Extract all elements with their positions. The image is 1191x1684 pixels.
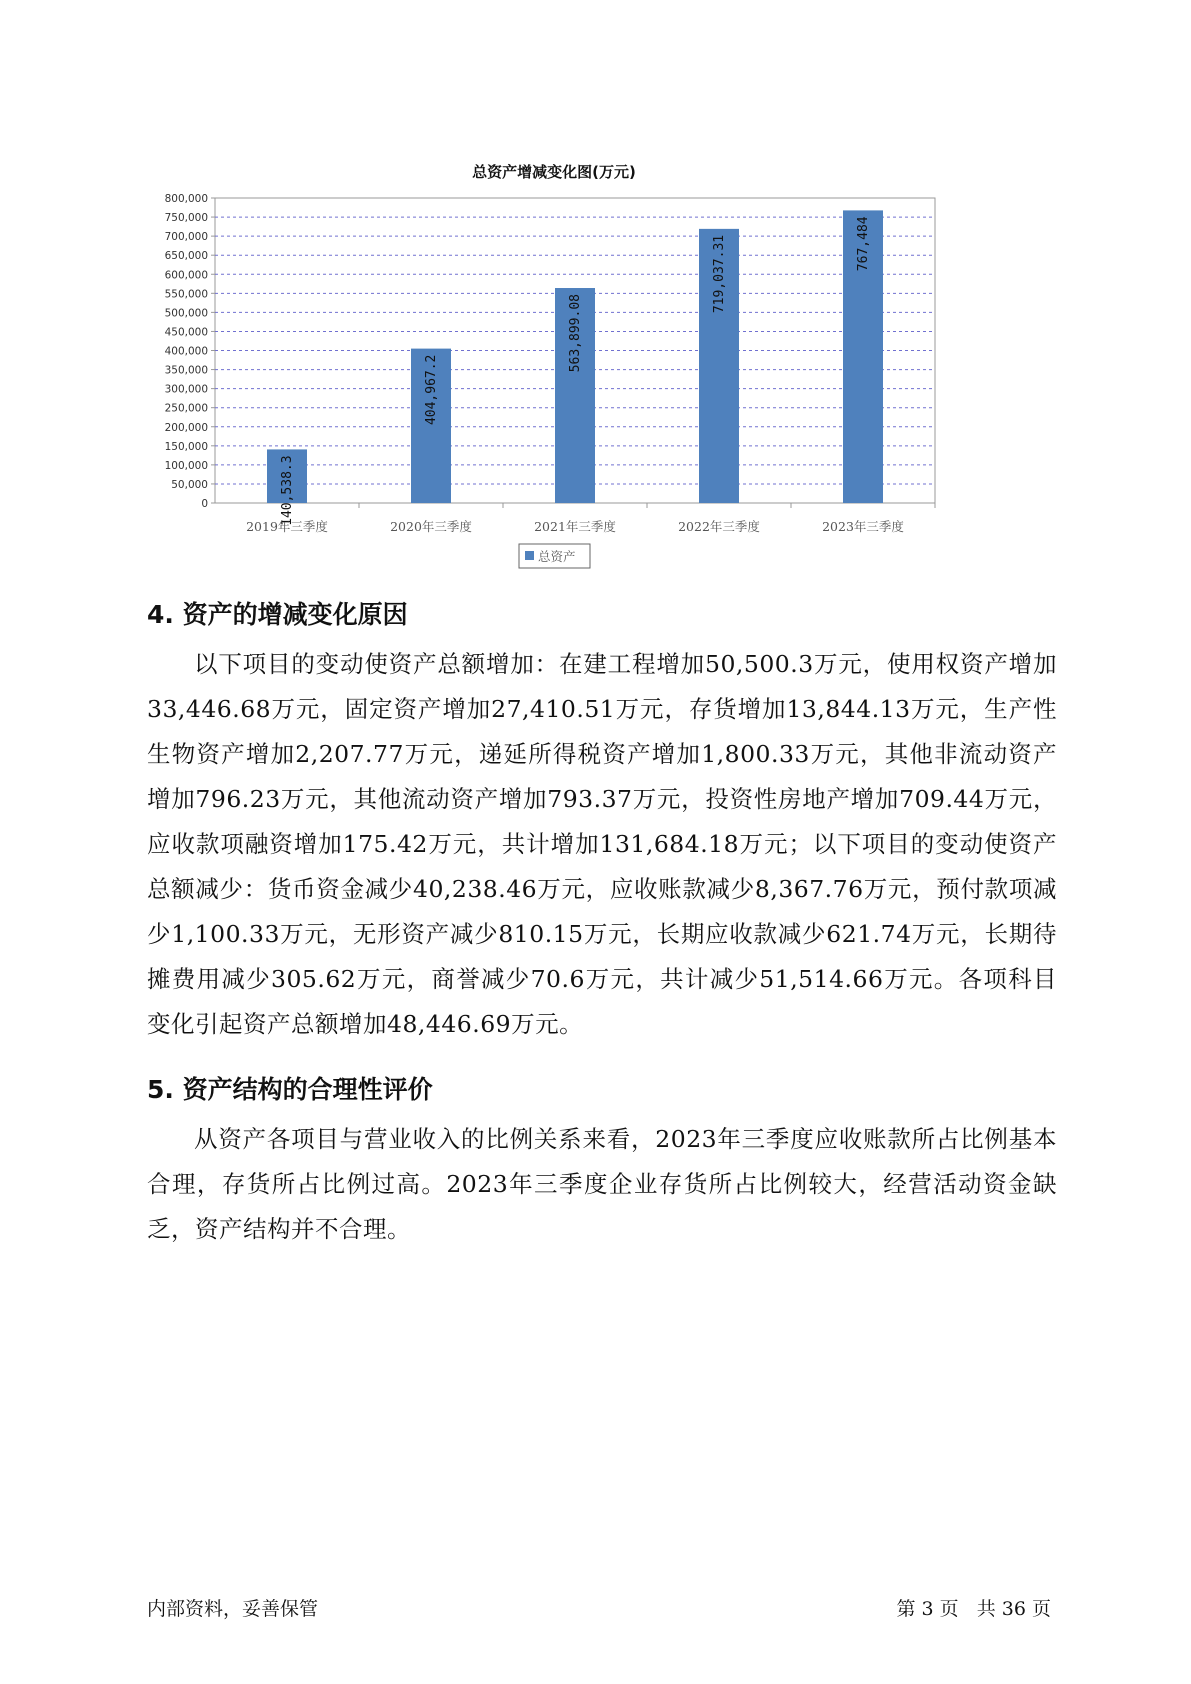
- section-paragraph: 以下项目的变动使资产总额增加：在建工程增加50,500.3万元，使用权资产增加33,446.68万元，固定资产增加27,410.51万元，存货增加13,844.13万元，生产性生物资产增加2,207.77万元，递延所得税资产增加1,800.33万元，其他非流动资产增加796.23万元，其他流动资产增加793.37万元，投资性房地产增加709.44万元，应收款项融资增加175.42万元，共计增加131,684.18万元；以下项目的变动使资产总额减少：货币资金减少40,238.46万元，应收账款减少8,367.76万元，预付款项减少1,100.33万元，无形资产减少810.15万元，长期应收款减少621.74万元，长期待摊费用减少305.62万元，商誉减少70.6万元，共计减少51,514.66万元。各项科目变化引起资产总额增加48,446.69万元。: [147, 650, 1057, 1038]
- y-tick-label: 100,000: [164, 459, 208, 472]
- total-assets-bar-chart: [160, 160, 960, 580]
- y-tick-label: 450,000: [164, 326, 208, 339]
- footer-page-number: 第 3 页 共 36 页: [896, 1598, 1051, 1620]
- legend-label: 总资产: [538, 549, 576, 564]
- y-tick-label: 750,000: [164, 212, 208, 225]
- y-tick-label: 600,000: [164, 269, 208, 282]
- x-category-label: 2020年三季度: [390, 519, 472, 534]
- x-axis-categories: [246, 503, 935, 534]
- chart-title: 总资产增减变化图(万元): [472, 163, 636, 181]
- section-heading: 4. 资产的增减变化原因: [147, 600, 408, 629]
- y-tick-label: 350,000: [164, 364, 208, 377]
- y-tick-label: 0: [201, 498, 208, 510]
- y-tick-label: 200,000: [164, 421, 208, 434]
- x-category-label: 2022年三季度: [678, 519, 760, 534]
- chart-legend: [519, 544, 590, 568]
- x-category-label: 2019年三季度: [246, 519, 328, 534]
- y-tick-label: 800,000: [164, 193, 208, 205]
- x-category-label: 2021年三季度: [534, 519, 616, 534]
- x-category-label: 2023年三季度: [822, 519, 904, 534]
- y-tick-label: 550,000: [164, 288, 208, 301]
- bar-data-label: 140,538.3: [280, 455, 295, 526]
- y-tick-label: 650,000: [164, 250, 208, 263]
- footer-confidential-note: 内部资料，妥善保管: [147, 1598, 319, 1620]
- y-tick-label: 250,000: [164, 402, 208, 415]
- section-asset-change-reasons: [147, 600, 1057, 1047]
- bar-data-label: 767,484: [856, 216, 871, 272]
- bar-data-label: 563,899.08: [568, 294, 583, 373]
- y-tick-label: 500,000: [164, 307, 208, 320]
- bar-data-label: 719,037.31: [712, 234, 727, 314]
- y-tick-label: 150,000: [164, 440, 208, 453]
- section-heading: 5. 资产结构的合理性评价: [147, 1075, 433, 1104]
- legend-swatch: [525, 551, 534, 560]
- y-tick-label: 300,000: [164, 383, 208, 396]
- y-tick-label: 50,000: [171, 478, 208, 491]
- section-asset-structure-evaluation: [147, 1075, 1057, 1252]
- section-paragraph: 从资产各项目与营业收入的比例关系来看，2023年三季度应收账款所占比例基本合理，存货所占比例过高。2023年三季度企业存货所占比例较大，经营活动资金缺乏，资产结构并不合理。: [147, 1125, 1057, 1243]
- y-tick-label: 400,000: [164, 345, 208, 358]
- y-axis-ticks: [165, 193, 215, 510]
- bar-data-label: 404,967.2: [424, 354, 439, 426]
- y-tick-label: 700,000: [164, 231, 208, 244]
